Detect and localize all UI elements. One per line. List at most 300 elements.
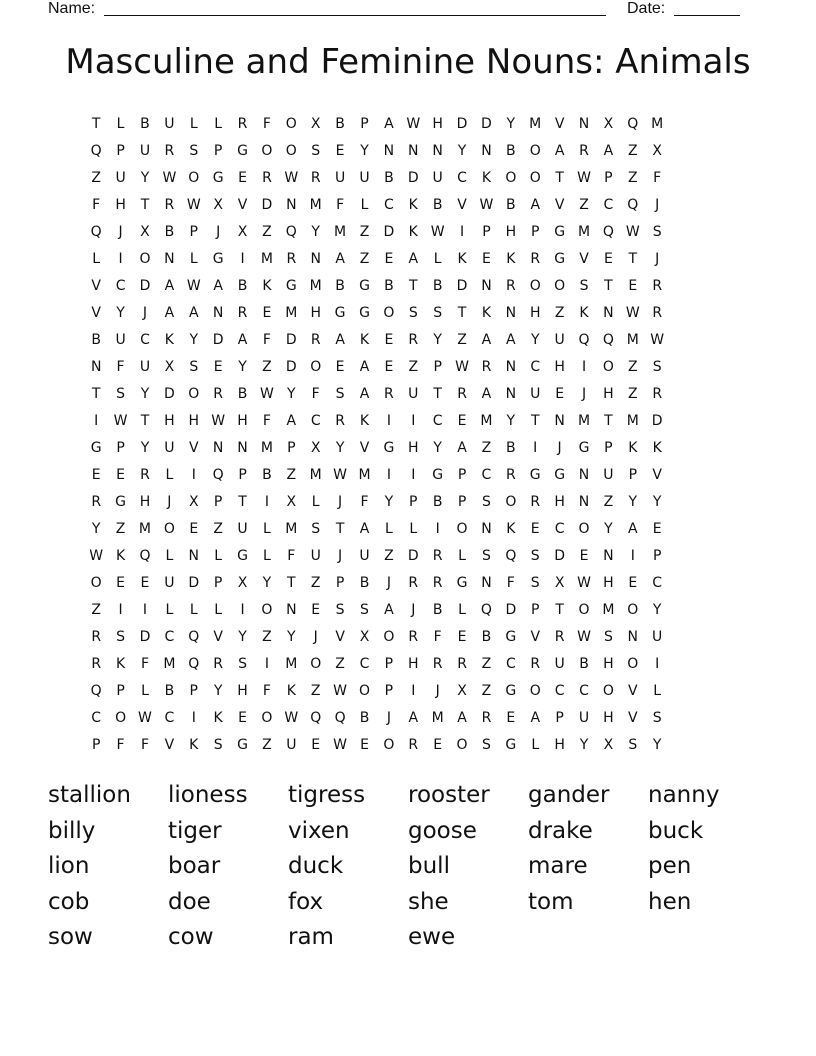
word-bank-item: cow — [168, 924, 214, 951]
word-bank-item: tom — [528, 888, 574, 915]
grid-letter: W — [650, 332, 665, 348]
grid-letter: G — [212, 170, 224, 186]
grid-letter: O — [529, 278, 541, 294]
grid-letter: X — [188, 494, 199, 510]
grid-letter: E — [213, 359, 223, 375]
grid-letter: E — [384, 359, 394, 375]
grid-letter: C — [310, 413, 321, 429]
grid-letter: C — [579, 683, 589, 699]
grid-letter: E — [652, 521, 662, 537]
grid-letter: W — [162, 170, 177, 186]
grid-letter: Y — [433, 440, 442, 456]
grid-letter: O — [554, 278, 566, 294]
grid-letter: E — [189, 521, 199, 537]
grid-letter: M — [577, 413, 591, 429]
grid-letter: Q — [285, 224, 297, 240]
grid-letter: B — [506, 440, 516, 456]
grid-letter: U — [237, 521, 248, 537]
grid-row — [84, 192, 744, 219]
grid-letter: H — [603, 656, 614, 672]
grid-letter: K — [359, 413, 370, 429]
grid-letter: U — [530, 386, 541, 402]
grid-letter: S — [116, 629, 126, 645]
grid-letter: T — [335, 521, 345, 537]
grid-letter: Y — [506, 413, 516, 429]
grid-letter: W — [577, 575, 591, 591]
grid-letter: U — [115, 170, 126, 186]
grid-letter: R — [335, 413, 345, 429]
grid-letter: P — [91, 737, 101, 753]
grid-letter: O — [261, 710, 273, 726]
grid-letter: N — [578, 467, 590, 483]
grid-row — [84, 246, 744, 273]
grid-letter: B — [579, 656, 589, 672]
grid-letter: Z — [262, 737, 272, 753]
grid-letter: S — [311, 521, 321, 537]
grid-letter: Y — [652, 602, 662, 618]
grid-letter: U — [164, 575, 175, 591]
grid-letter: O — [602, 683, 614, 699]
grid-letter: W — [333, 683, 348, 699]
grid-letter: U — [554, 656, 565, 672]
grid-letter: F — [287, 548, 296, 564]
word-bank-item: sow — [48, 924, 93, 951]
grid-letter: G — [554, 251, 566, 267]
word-bank-item: buck — [648, 817, 704, 844]
grid-letter: M — [285, 305, 298, 321]
grid-letter: O — [456, 737, 468, 753]
grid-letter: D — [285, 359, 297, 375]
grid-letter: U — [286, 737, 297, 753]
grid-letter: V — [91, 305, 101, 321]
grid-letter: P — [433, 359, 442, 375]
grid-letter: T — [91, 116, 101, 132]
grid-letter: G — [554, 467, 566, 483]
grid-letter: J — [557, 440, 562, 456]
grid-letter: E — [433, 737, 443, 753]
grid-letter: P — [116, 683, 125, 699]
grid-letter: U — [408, 386, 419, 402]
grid-letter: E — [360, 737, 369, 753]
name-blank-line — [104, 15, 606, 16]
grid-letter: Q — [188, 629, 200, 645]
grid-letter: N — [481, 521, 492, 537]
grid-letter: G — [456, 575, 468, 591]
grid-letter: U — [432, 170, 443, 186]
grid-letter: Y — [287, 629, 296, 645]
grid-letter: P — [213, 143, 223, 159]
grid-letter: C — [554, 521, 565, 537]
grid-letter: U — [578, 710, 590, 726]
word-bank-item: billy — [48, 817, 96, 844]
grid-letter: J — [313, 629, 318, 645]
grid-letter: R — [213, 656, 224, 672]
grid-letter: C — [432, 413, 443, 429]
grid-letter: L — [214, 602, 223, 618]
grid-letter: B — [384, 170, 394, 186]
grid-letter: M — [163, 656, 176, 672]
grid-letter: Q — [334, 710, 346, 726]
grid-letter: N — [554, 413, 565, 429]
word-bank-item: gander — [528, 782, 610, 808]
grid-letter: P — [384, 683, 394, 699]
grid-letter: I — [459, 224, 465, 240]
grid-letter: S — [408, 305, 418, 321]
grid-row — [84, 354, 744, 381]
grid-letter: O — [310, 656, 322, 672]
grid-letter: H — [310, 305, 321, 321]
grid-letter: X — [213, 197, 223, 213]
page-title: Masculine and Feminine Nouns: Animals — [65, 42, 751, 82]
grid-letter: K — [481, 305, 492, 321]
grid-letter: O — [188, 386, 200, 402]
grid-letter: D — [188, 575, 200, 591]
grid-letter: W — [406, 116, 421, 132]
grid-letter: O — [115, 710, 127, 726]
grid-letter: E — [238, 170, 247, 186]
grid-letter: X — [237, 224, 248, 240]
grid-letter: Z — [481, 440, 492, 456]
grid-letter: Y — [91, 521, 101, 537]
grid-letter: O — [529, 170, 541, 186]
grid-letter: E — [530, 521, 540, 537]
grid-letter: E — [140, 575, 150, 591]
grid-letter: R — [481, 359, 492, 375]
grid-letter: U — [359, 548, 370, 564]
grid-letter: M — [309, 467, 322, 483]
grid-letter: B — [164, 683, 175, 699]
word-bank-item: lioness — [168, 782, 248, 808]
grid-letter: B — [506, 197, 516, 213]
grid-letter: Z — [579, 197, 589, 213]
grid-letter: Z — [91, 602, 101, 618]
grid-letter: F — [116, 359, 125, 375]
grid-letter: R — [164, 197, 175, 213]
grid-letter: D — [554, 548, 565, 564]
grid-letter: Z — [310, 683, 321, 699]
grid-row — [84, 273, 744, 300]
grid-letter: T — [555, 602, 564, 618]
grid-letter: A — [530, 197, 541, 213]
grid-letter: S — [335, 602, 345, 618]
word-bank-item: hen — [648, 888, 692, 915]
grid-letter: V — [579, 251, 589, 267]
grid-letter: N — [164, 251, 175, 267]
grid-letter: L — [311, 494, 320, 510]
name-label: Name: — [48, 0, 96, 17]
grid-letter: O — [139, 251, 151, 267]
grid-letter: D — [481, 116, 492, 132]
grid-letter: Y — [360, 143, 369, 159]
grid-letter: N — [505, 305, 517, 321]
grid-letter: V — [188, 440, 199, 456]
grid-letter: S — [189, 359, 199, 375]
grid-letter: O — [285, 116, 297, 132]
grid-letter: Y — [652, 494, 662, 510]
grid-letter: G — [285, 278, 297, 294]
grid-letter: W — [577, 170, 591, 186]
grid-letter: A — [554, 143, 565, 159]
grid-letter: S — [360, 602, 369, 618]
grid-letter: V — [554, 116, 565, 132]
grid-letter: L — [189, 602, 198, 618]
grid-letter: R — [91, 656, 102, 672]
grid-letter: V — [237, 197, 248, 213]
grid-letter: C — [140, 332, 150, 348]
word-bank-item: doe — [168, 888, 211, 915]
grid-letter: E — [262, 305, 272, 321]
grid-letter: V — [628, 683, 638, 699]
grid-letter: Z — [213, 521, 223, 537]
grid-letter: D — [285, 332, 297, 348]
grid-letter: X — [359, 629, 370, 645]
grid-letter: G — [359, 305, 370, 321]
grid-letter: F — [360, 494, 369, 510]
word-bank-item: drake — [528, 817, 593, 844]
grid-letter: S — [213, 737, 223, 753]
grid-letter: A — [481, 332, 492, 348]
grid-letter: N — [505, 359, 517, 375]
grid-letter: A — [481, 386, 492, 402]
grid-letter: D — [139, 278, 151, 294]
grid-row — [84, 624, 744, 651]
grid-letter: S — [311, 143, 321, 159]
grid-letter: G — [90, 440, 102, 456]
grid-letter: U — [334, 170, 346, 186]
grid-letter: M — [577, 224, 591, 240]
grid-letter: A — [408, 251, 419, 267]
grid-letter: S — [530, 575, 540, 591]
grid-letter: C — [530, 359, 541, 375]
grid-letter: L — [116, 116, 125, 132]
grid-letter: A — [335, 251, 345, 267]
grid-letter: S — [482, 548, 491, 564]
grid-letter: L — [384, 521, 393, 537]
grid-letter: U — [359, 170, 370, 186]
grid-letter: B — [359, 575, 370, 591]
grid-letter: E — [482, 251, 491, 267]
grid-letter: G — [334, 305, 346, 321]
grid-letter: M — [626, 413, 639, 429]
grid-letter: F — [262, 683, 271, 699]
word-bank-item: tigress — [288, 782, 366, 808]
grid-letter: B — [359, 710, 370, 726]
grid-letter: J — [142, 305, 148, 321]
grid-letter: G — [237, 737, 248, 753]
grid-letter: C — [603, 197, 614, 213]
grid-letter: W — [333, 737, 348, 753]
grid-letter: Q — [602, 332, 614, 348]
grid-letter: J — [167, 494, 172, 510]
grid-letter: D — [651, 413, 663, 429]
grid-letter: H — [554, 359, 565, 375]
grid-letter: J — [411, 602, 416, 618]
grid-letter: R — [481, 710, 492, 726]
grid-letter: L — [189, 251, 198, 267]
grid-row — [84, 516, 744, 543]
grid-letter: W — [260, 386, 274, 402]
grid-letter: I — [264, 656, 269, 672]
grid-letter: L — [458, 548, 466, 564]
grid-letter: T — [433, 386, 442, 402]
grid-letter: Y — [140, 386, 150, 402]
grid-letter: I — [435, 521, 440, 537]
grid-letter: W — [89, 548, 104, 564]
grid-letter: Y — [189, 332, 199, 348]
grid-letter: Z — [286, 467, 297, 483]
grid-letter: H — [115, 197, 126, 213]
grid-letter: I — [411, 467, 416, 483]
grid-letter: A — [384, 602, 394, 618]
grid-row — [84, 489, 744, 516]
grid-letter: K — [628, 440, 638, 456]
grid-letter: Y — [311, 224, 320, 240]
grid-letter: V — [457, 197, 467, 213]
grid-letter: G — [505, 737, 517, 753]
grid-letter: J — [655, 197, 660, 213]
grid-letter: W — [479, 197, 494, 213]
grid-letter: D — [407, 170, 419, 186]
grid-row — [84, 327, 744, 354]
grid-letter: K — [213, 710, 223, 726]
grid-letter: D — [261, 197, 273, 213]
grid-letter: O — [90, 575, 102, 591]
word-bank-item: mare — [528, 853, 588, 880]
grid-letter: L — [263, 521, 271, 537]
grid-letter: R — [408, 575, 419, 591]
grid-letter: U — [554, 332, 565, 348]
word-bank-item: lion — [48, 853, 90, 880]
grid-letter: B — [237, 386, 248, 402]
grid-letter: P — [384, 656, 394, 672]
grid-letter: T — [457, 305, 467, 321]
grid-letter: K — [506, 251, 516, 267]
grid-letter: N — [578, 494, 590, 510]
grid-letter: G — [237, 143, 248, 159]
grid-letter: L — [409, 521, 418, 537]
grid-letter: O — [529, 143, 541, 159]
grid-letter: M — [260, 440, 273, 456]
grid-letter: U — [164, 440, 175, 456]
grid-letter: P — [238, 467, 247, 483]
grid-row — [84, 597, 744, 624]
grid-letter: I — [581, 359, 587, 375]
word-bank-item: goose — [408, 817, 477, 844]
grid-row — [84, 165, 744, 192]
grid-letter: Q — [188, 656, 200, 672]
grid-letter: B — [91, 332, 101, 348]
grid-letter: A — [164, 278, 175, 294]
grid-letter: W — [577, 629, 591, 645]
grid-letter: S — [652, 710, 662, 726]
grid-letter: N — [505, 386, 517, 402]
grid-letter: O — [383, 737, 395, 753]
grid-letter: Y — [140, 440, 150, 456]
grid-letter: A — [359, 359, 370, 375]
grid-letter: K — [164, 332, 174, 348]
grid-letter: X — [457, 683, 467, 699]
grid-letter: G — [505, 629, 517, 645]
grid-letter: R — [310, 170, 321, 186]
grid-letter: D — [139, 629, 151, 645]
grid-letter: Q — [602, 224, 614, 240]
grid-letter: Z — [457, 332, 467, 348]
grid-letter: E — [555, 386, 565, 402]
grid-letter: I — [142, 602, 148, 618]
grid-letter: K — [115, 548, 126, 564]
grid-letter: E — [384, 251, 394, 267]
grid-row — [84, 570, 744, 597]
grid-letter: O — [285, 143, 297, 159]
word-bank-item: boar — [168, 853, 221, 880]
grid-letter: G — [212, 251, 224, 267]
grid-letter: X — [164, 359, 175, 375]
grid-letter: N — [481, 575, 492, 591]
grid-letter: H — [554, 494, 565, 510]
grid-letter: B — [335, 278, 345, 294]
grid-letter: D — [383, 224, 395, 240]
grid-letter: D — [163, 386, 175, 402]
grid-letter: P — [116, 440, 125, 456]
grid-letter: R — [310, 332, 321, 348]
grid-letter: L — [92, 251, 101, 267]
grid-letter: Z — [627, 170, 638, 186]
grid-letter: K — [286, 683, 296, 699]
grid-letter: A — [359, 386, 370, 402]
grid-letter: G — [505, 683, 517, 699]
grid-letter: T — [91, 386, 101, 402]
grid-letter: E — [628, 575, 638, 591]
grid-row — [84, 300, 744, 327]
grid-letter: I — [630, 548, 635, 564]
grid-letter: Q — [627, 116, 639, 132]
grid-letter: C — [115, 278, 126, 294]
grid-letter: F — [311, 386, 320, 402]
grid-letter: Z — [627, 359, 638, 375]
grid-letter: Y — [579, 737, 589, 753]
word-bank-item: ewe — [408, 924, 456, 951]
grid-letter: K — [408, 224, 418, 240]
grid-letter: D — [407, 548, 419, 564]
grid-letter: O — [578, 521, 590, 537]
grid-letter: P — [531, 602, 540, 618]
word-bank-item: stallion — [48, 782, 131, 808]
grid-letter: I — [94, 413, 99, 429]
grid-letter: C — [505, 656, 516, 672]
grid-letter: P — [457, 494, 467, 510]
grid-letter: T — [287, 575, 296, 591]
grid-letter: R — [652, 386, 663, 402]
grid-letter: W — [333, 467, 348, 483]
grid-letter: X — [310, 116, 321, 132]
grid-letter: S — [579, 278, 589, 294]
grid-letter: P — [409, 494, 418, 510]
grid-letter: W — [625, 305, 640, 321]
grid-letter: M — [529, 116, 542, 132]
grid-letter: B — [432, 278, 443, 294]
grid-letter: A — [408, 710, 419, 726]
grid-letter: V — [213, 629, 223, 645]
grid-letter: V — [628, 710, 638, 726]
grid-letter: S — [189, 143, 199, 159]
word-bank — [48, 778, 768, 956]
grid-letter: A — [628, 521, 638, 537]
grid-row — [84, 219, 744, 246]
grid-letter: S — [238, 656, 247, 672]
grid-letter: P — [213, 575, 223, 591]
grid-letter: M — [431, 710, 444, 726]
grid-letter: H — [139, 494, 151, 510]
